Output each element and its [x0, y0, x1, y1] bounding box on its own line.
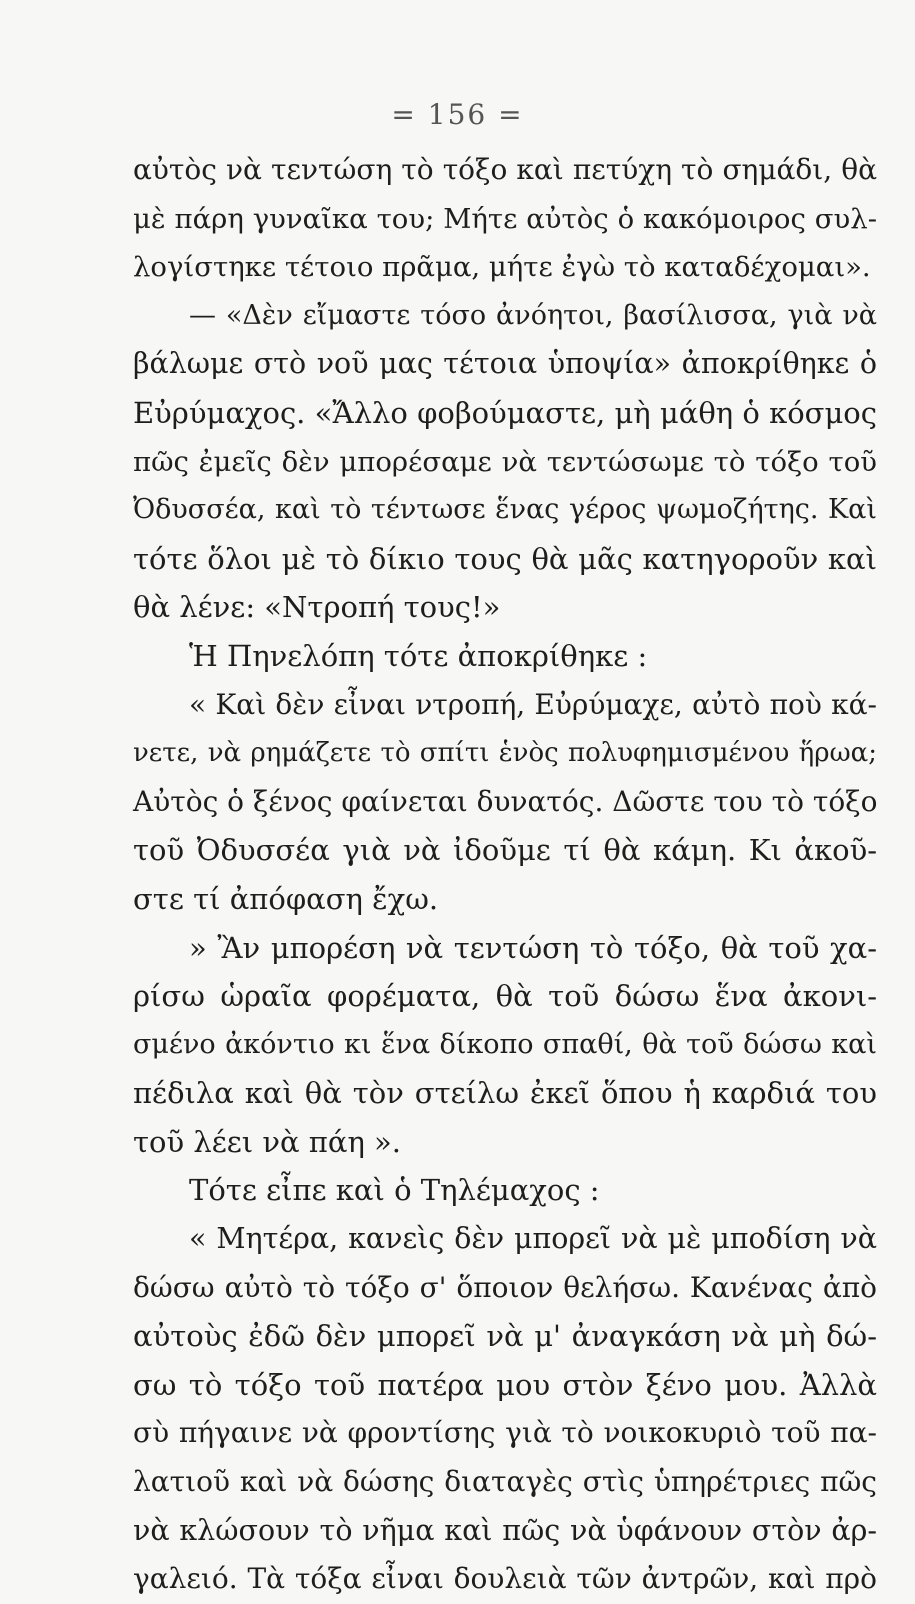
- text-line: δώσω αὐτὸ τὸ τόξο σ' ὅποιον θελήσω. Κανένας ἀπὸ: [133, 1270, 877, 1304]
- text-line: σὺ πήγαινε νὰ φροντίσης γιὰ τὸ νοικοκυριὸ τοῦ πα-: [133, 1416, 877, 1450]
- text-line: τοῦ λέει νὰ πάη ».: [133, 1124, 401, 1159]
- text-line: « Καὶ δὲν εἶναι ντροπή, Εὐρύμαχε, αὐτὸ ποὺ κά-: [189, 687, 877, 721]
- text-line: Τότε εἶπε καὶ ὁ Τηλέμαχος :: [189, 1173, 600, 1208]
- text-line: στε τί ἀπόφαση ἔχω.: [133, 881, 439, 916]
- text-line: λατιοῦ καὶ νὰ δώσης διαταγὲς στὶς ὑπηρέτριες πῶς: [133, 1465, 877, 1499]
- text-line: ρίσω ὡραῖα φορέματα, θὰ τοῦ δώσω ἕνα ἀκονι-: [133, 979, 877, 1014]
- text-line: πέδιλα καὶ θὰ τὸν στείλω ἐκεῖ ὅπου ἡ καρδιά του: [133, 1076, 877, 1111]
- text-line: Εὐρύμαχος. «Ἄλλο φοβούμαστε, μὴ μάθη ὁ κόσμος: [133, 395, 877, 430]
- text-line: τότε ὅλοι μὲ τὸ δίκιο τους θὰ μᾶς κατηγοροῦν καὶ: [133, 541, 877, 576]
- text-line: νὰ κλώσουν τὸ νῆμα καὶ πῶς νὰ ὑφάνουν στὸν ἀρ-: [133, 1513, 877, 1547]
- text-line: — «Δὲν εἴμαστε τόσο ἀνόητοι, βασίλισσα, γιὰ νὰ: [189, 299, 877, 331]
- text-line: σω τὸ τόξο τοῦ πατέρα μου στὸν ξένο μου. Ἀλλὰ: [133, 1367, 877, 1402]
- text-line: λογίστηκε τέτοιο πρᾶμα, μήτε ἐγὼ τὸ καταδέχομαι».: [133, 251, 871, 284]
- text-line: νετε, νὰ ρημάζετε τὸ σπίτι ἑνὸς πολυφημισμένου ἥρωα;: [133, 738, 877, 769]
- text-line: θὰ λένε: «Ντροπή τους!»: [133, 590, 501, 625]
- text-line: Ἡ Πηνελόπη τότε ἀποκρίθηκε :: [189, 638, 648, 673]
- page-number: = 156 =: [391, 98, 524, 131]
- text-line: τοῦ Ὀδυσσέα γιὰ νὰ ἰδοῦμε τί θὰ κάμη. Κι ἀκοῦ-: [133, 833, 877, 868]
- text-line: βάλωμε στὸ νοῦ μας τέτοια ὑποψία» ἀποκρίθηκε ὁ: [133, 347, 877, 381]
- text-line: πῶς ἐμεῖς δὲν μπορέσαμε νὰ τεντώσωμε τὸ τόξο τοῦ: [133, 445, 877, 478]
- text-line: αὐτοὺς ἐδῶ δὲν μπορεῖ νὰ μ' ἀναγκάση νὰ μὴ δώ-: [133, 1319, 877, 1354]
- text-line: Ὀδυσσέα, καὶ τὸ τέντωσε ἕνας γέρος ψωμοζήτης. Καὶ: [133, 494, 877, 526]
- text-line: αὐτὸς νὰ τεντώση τὸ τόξο καὶ πετύχη τὸ σημάδι, θὰ: [133, 153, 877, 186]
- text-line: μὲ πάρη γυναῖκα του; Μήτε αὐτὸς ὁ κακόμοιρος συλ-: [133, 202, 877, 235]
- text-line: γαλειό. Τὰ τόξα εἶναι δουλειὰ τῶν ἀντρῶν, καὶ πρὸ: [133, 1562, 877, 1596]
- text-line: « Μητέρα, κανεὶς δὲν μπορεῖ νὰ μὲ μποδίση νὰ: [189, 1222, 877, 1256]
- text-line: Αὐτὸς ὁ ξένος φαίνεται δυνατός. Δῶστε του τὸ τόξο: [133, 784, 878, 818]
- text-line: » Ἂν μπορέση νὰ τεντώση τὸ τόξο, θὰ τοῦ χα-: [189, 930, 877, 965]
- body-text: [133, 146, 877, 1604]
- text-line: σμένο ἀκόντιο κι ἕνα δίκοπο σπαθί, θὰ τοῦ δώσω καὶ: [133, 1028, 877, 1060]
